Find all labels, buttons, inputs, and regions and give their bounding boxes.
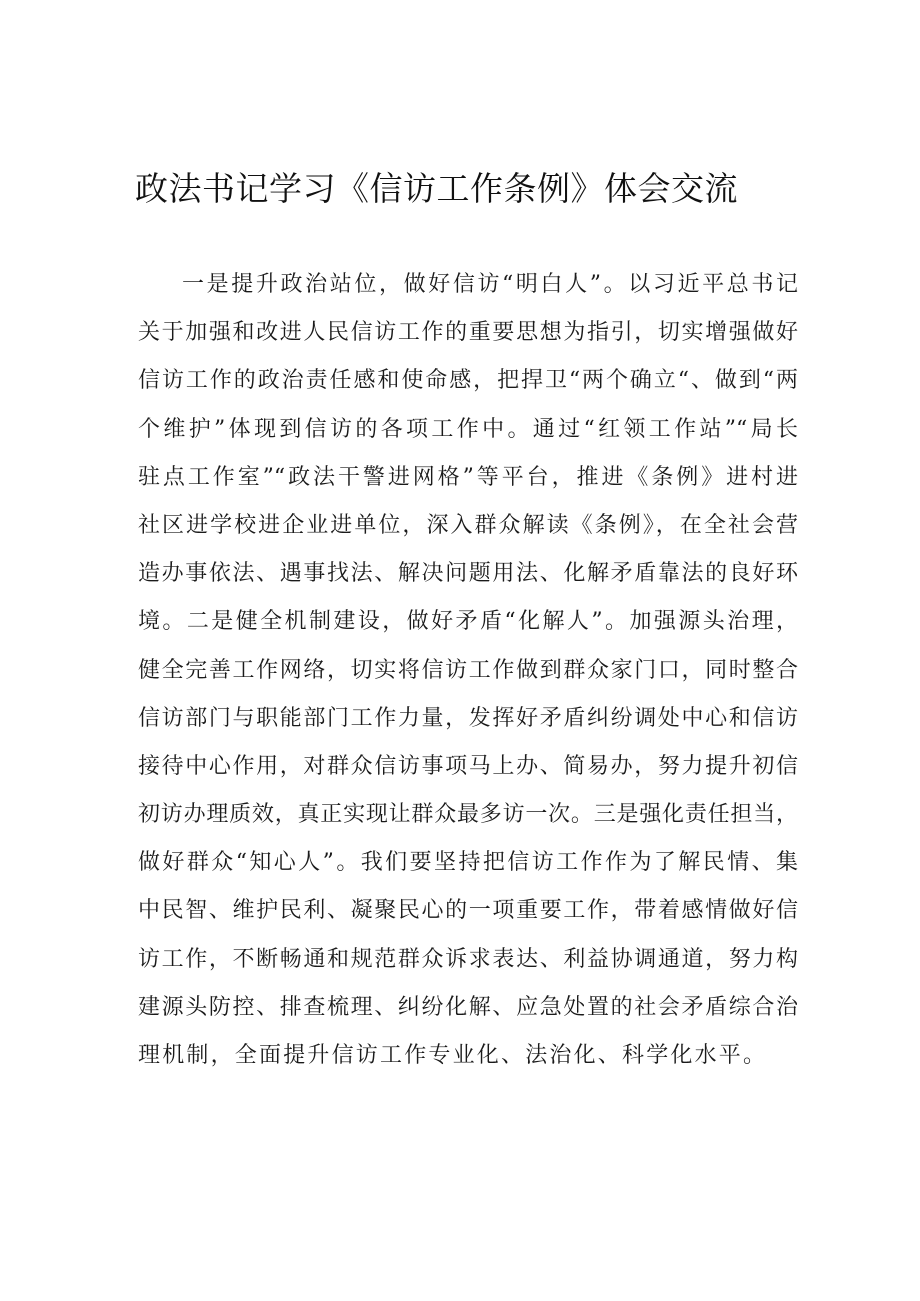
body-line: 信访部门与职能部门工作力量，发挥好矛盾纠纷调处中心和信访 — [138, 705, 798, 731]
body-line: 访工作，不断畅通和规范群众诉求表达、利益协调通道，努力构 — [138, 946, 798, 972]
body-line: 造办事依法、遇事找法、解决问题用法、化解矛盾靠法的良好环 — [138, 561, 798, 587]
body-line: 驻点工作室”“政法干警进网格”等平台，推进《条例》进村进 — [138, 464, 798, 490]
body-line: 健全完善工作网络，切实将信访工作做到群众家门口，同时整合 — [138, 657, 798, 683]
body-line: 社区进学校进企业进单位，深入群众解读《条例》，在全社会营 — [138, 512, 798, 538]
body-line: 境。二是健全机制建设，做好矛盾“化解人”。加强源头治理， — [138, 609, 798, 635]
document-title: 政法书记学习《信访工作条例》体会交流 — [135, 169, 738, 208]
body-line: 信访工作的政治责任感和使命感，把捍卫“两个确立“、做到“两 — [138, 368, 798, 394]
body-line: 关于加强和改进人民信访工作的重要思想为指引，切实增强做好 — [138, 320, 798, 346]
body-line: 初访办理质效，真正实现让群众最多访一次。三是强化责任担当， — [138, 802, 798, 828]
document-body — [138, 261, 798, 1080]
body-line: 一是提升政治站位，做好信访“明白人”。以习近平总书记 — [182, 272, 798, 297]
body-line: 理机制，全面提升信访工作专业化、法治化、科学化水平。 — [138, 1043, 768, 1068]
body-line: 建源头防控、排查梳理、纠纷化解、应急处置的社会矛盾综合治 — [138, 994, 798, 1020]
body-line: 做好群众“知心人”。我们要坚持把信访工作作为了解民情、集 — [138, 850, 798, 876]
body-line: 中民智、维护民利、凝聚民心的一项重要工作，带着感情做好信 — [138, 898, 798, 924]
body-line: 接待中心作用，对群众信访事项马上办、简易办，努力提升初信 — [138, 753, 798, 779]
body-line: 个维护”体现到信访的各项工作中。通过“红领工作站”“局长 — [138, 416, 798, 442]
